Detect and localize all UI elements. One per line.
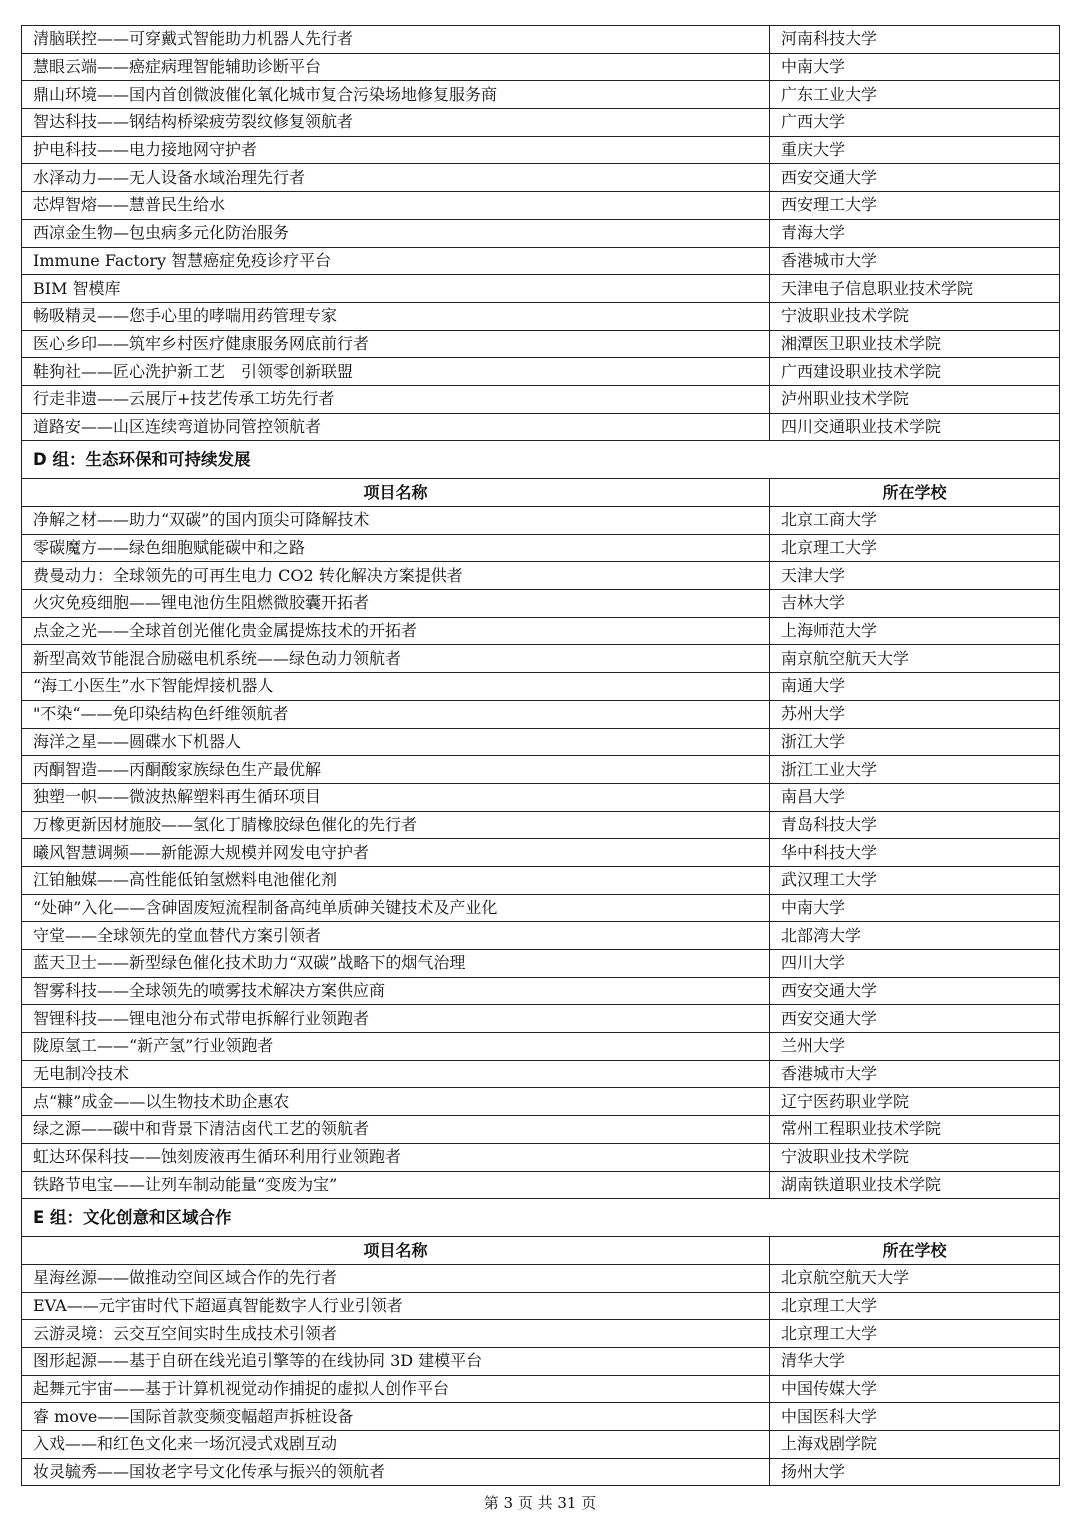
- school-cell: 中国传媒大学: [770, 1375, 1060, 1403]
- table-row: [22, 507, 1060, 535]
- project-name-cell: "不染“——免印染结构色纤维领航者: [22, 700, 770, 728]
- table-header-row: [22, 1237, 1060, 1265]
- table-row: [22, 950, 1060, 978]
- table-row: [22, 590, 1060, 618]
- group-title: D 组：生态环保和可持续发展: [22, 441, 1060, 479]
- table-row: [22, 728, 1060, 756]
- table-row: [22, 645, 1060, 673]
- project-name-cell: BIM 智模库: [22, 275, 770, 303]
- table-row: [22, 275, 1060, 303]
- project-name-cell: 鞋狗社——匠心洗护新工艺 引领零创新联盟: [22, 358, 770, 386]
- table-row: [22, 136, 1060, 164]
- project-name-cell: 医心乡印——筑牢乡村医疗健康服务网底前行者: [22, 330, 770, 358]
- school-cell: 泸州职业技术学院: [770, 385, 1060, 413]
- project-name-cell: EVA——元宇宙时代下超逼真智能数字人行业引领者: [22, 1292, 770, 1320]
- table-row: [22, 783, 1060, 811]
- school-cell: 北京工商大学: [770, 507, 1060, 535]
- table-row: [22, 866, 1060, 894]
- school-cell: 西安交通大学: [770, 977, 1060, 1005]
- school-cell: 武汉理工大学: [770, 866, 1060, 894]
- project-name-cell: 起舞元宇宙——基于计算机视觉动作捕捉的虚拟人创作平台: [22, 1375, 770, 1403]
- project-name-cell: 行走非遗——云展厅+技艺传承工坊先行者: [22, 385, 770, 413]
- school-cell: 南昌大学: [770, 783, 1060, 811]
- table-row: [22, 330, 1060, 358]
- project-name-cell: 江铂触媒——高性能低铂氢燃料电池催化剂: [22, 866, 770, 894]
- project-name-cell: “处砷”入化——含砷固废短流程制备高纯单质砷关键技术及产业化: [22, 894, 770, 922]
- project-name-cell: “海工小医生”水下智能焊接机器人: [22, 673, 770, 701]
- project-name-cell: 点“糠”成金——以生物技术助企惠农: [22, 1088, 770, 1116]
- school-cell: 中国医科大学: [770, 1403, 1060, 1431]
- table-row: [22, 1033, 1060, 1061]
- project-name-cell: 守堂——全球领先的堂血替代方案引领者: [22, 922, 770, 950]
- school-cell: 青岛科技大学: [770, 811, 1060, 839]
- school-cell: 北京航空航天大学: [770, 1264, 1060, 1292]
- school-cell: 南通大学: [770, 673, 1060, 701]
- school-cell: 苏州大学: [770, 700, 1060, 728]
- school-cell: 扬州大学: [770, 1458, 1060, 1486]
- school-cell: 北京理工大学: [770, 1292, 1060, 1320]
- table-row: [22, 1116, 1060, 1144]
- project-name-cell: 智锂科技——锂电池分布式带电拆解行业领跑者: [22, 1005, 770, 1033]
- project-name-cell: 图形起源——基于自研在线光追引擎等的在线协同 3D 建模平台: [22, 1347, 770, 1375]
- project-name-cell: 曦风智慧调频——新能源大规模并网发电守护者: [22, 839, 770, 867]
- project-name-cell: 星海丝源——做推动空间区域合作的先行者: [22, 1264, 770, 1292]
- table-row: [22, 302, 1060, 330]
- table-row: [22, 164, 1060, 192]
- project-name-cell: Immune Factory 智慧癌症免疫诊疗平台: [22, 247, 770, 275]
- table-row: [22, 617, 1060, 645]
- project-name-cell: 西凉金生物—包虫病多元化防治服务: [22, 219, 770, 247]
- project-name-cell: 妆灵毓秀——国妆老字号文化传承与振兴的领航者: [22, 1458, 770, 1486]
- project-name-cell: 清脑联控——可穿戴式智能助力机器人先行者: [22, 26, 770, 54]
- school-cell: 上海师范大学: [770, 617, 1060, 645]
- project-name-cell: 畅吸精灵——您手心里的哮喘用药管理专家: [22, 302, 770, 330]
- school-cell: 常州工程职业技术学院: [770, 1116, 1060, 1144]
- table-row: [22, 81, 1060, 109]
- school-cell: 重庆大学: [770, 136, 1060, 164]
- table-row: [22, 1060, 1060, 1088]
- project-name-cell: 新型高效节能混合励磁电机系统——绿色动力领航者: [22, 645, 770, 673]
- school-cell: 中南大学: [770, 53, 1060, 81]
- school-cell: 香港城市大学: [770, 247, 1060, 275]
- project-name-cell: 独塑一帜——微波热解塑料再生循环项目: [22, 783, 770, 811]
- table-row: [22, 894, 1060, 922]
- school-cell: 湖南铁道职业技术学院: [770, 1171, 1060, 1199]
- table-row: [22, 385, 1060, 413]
- table-row: [22, 922, 1060, 950]
- table-row: [22, 673, 1060, 701]
- table-row: [22, 1264, 1060, 1292]
- column-header-school: 所在学校: [770, 479, 1060, 507]
- table-row: [22, 109, 1060, 137]
- column-header-project: 项目名称: [22, 479, 770, 507]
- project-name-cell: 陇原氢工——“新产氢”行业领跑者: [22, 1033, 770, 1061]
- school-cell: 上海戏剧学院: [770, 1431, 1060, 1459]
- project-name-cell: 护电科技——电力接地网守护者: [22, 136, 770, 164]
- project-name-cell: 蓝天卫士——新型绿色催化技术助力“双碳”战略下的烟气治理: [22, 950, 770, 978]
- project-name-cell: 海洋之星——圆碟水下机器人: [22, 728, 770, 756]
- table-row: [22, 1403, 1060, 1431]
- school-cell: 天津大学: [770, 562, 1060, 590]
- table-row: [22, 1171, 1060, 1199]
- school-cell: 广东工业大学: [770, 81, 1060, 109]
- project-name-cell: 睿 move——国际首款变频变幅超声拆桩设备: [22, 1403, 770, 1431]
- school-cell: 宁波职业技术学院: [770, 302, 1060, 330]
- group-title-row: [22, 1199, 1060, 1237]
- column-header-project: 项目名称: [22, 1237, 770, 1265]
- school-cell: 西安交通大学: [770, 1005, 1060, 1033]
- school-cell: 北京理工大学: [770, 534, 1060, 562]
- project-name-cell: 无电制冷技术: [22, 1060, 770, 1088]
- school-cell: 宁波职业技术学院: [770, 1143, 1060, 1171]
- school-cell: 河南科技大学: [770, 26, 1060, 54]
- table-row: [22, 534, 1060, 562]
- table-row: [22, 1431, 1060, 1459]
- project-name-cell: 芯焊智熔——慧普民生给水: [22, 192, 770, 220]
- project-name-cell: 智达科技——钢结构桥梁疲劳裂纹修复领航者: [22, 109, 770, 137]
- school-cell: 清华大学: [770, 1347, 1060, 1375]
- table-row: [22, 811, 1060, 839]
- table-row: [22, 700, 1060, 728]
- school-cell: 广西大学: [770, 109, 1060, 137]
- project-name-cell: 点金之光——全球首创光催化贵金属提炼技术的开拓者: [22, 617, 770, 645]
- school-cell: 四川大学: [770, 950, 1060, 978]
- project-name-cell: 铁路节电宝——让列车制动能量“变废为宝”: [22, 1171, 770, 1199]
- table-header-row: [22, 479, 1060, 507]
- page-footer: 第 3 页 共 31 页: [483, 1494, 597, 1512]
- column-header-school: 所在学校: [770, 1237, 1060, 1265]
- school-cell: 北部湾大学: [770, 922, 1060, 950]
- table-row: [22, 1375, 1060, 1403]
- school-cell: 兰州大学: [770, 1033, 1060, 1061]
- school-cell: 西安理工大学: [770, 192, 1060, 220]
- school-cell: 青海大学: [770, 219, 1060, 247]
- project-name-cell: 道路安——山区连续弯道协同管控领航者: [22, 413, 770, 441]
- school-cell: 湘潭医卫职业技术学院: [770, 330, 1060, 358]
- project-name-cell: 丙酮智造——丙酮酸家族绿色生产最优解: [22, 756, 770, 784]
- school-cell: 四川交通职业技术学院: [770, 413, 1060, 441]
- project-name-cell: 智雾科技——全球领先的喷雾技术解决方案供应商: [22, 977, 770, 1005]
- school-cell: 辽宁医药职业学院: [770, 1088, 1060, 1116]
- table-row: [22, 413, 1060, 441]
- school-cell: 北京理工大学: [770, 1320, 1060, 1348]
- school-cell: 浙江工业大学: [770, 756, 1060, 784]
- table-row: [22, 53, 1060, 81]
- project-name-cell: 鼎山环境——国内首创微波催化氧化城市复合污染场地修复服务商: [22, 81, 770, 109]
- group-title: E 组：文化创意和区域合作: [22, 1199, 1060, 1237]
- project-name-cell: 零碳魔方——绿色细胞赋能碳中和之路: [22, 534, 770, 562]
- table-row: [22, 839, 1060, 867]
- table-row: [22, 1143, 1060, 1171]
- table-row: [22, 1088, 1060, 1116]
- project-name-cell: 入戏——和红色文化来一场沉浸式戏剧互动: [22, 1431, 770, 1459]
- school-cell: 南京航空航天大学: [770, 645, 1060, 673]
- school-cell: 香港城市大学: [770, 1060, 1060, 1088]
- table-row: [22, 247, 1060, 275]
- school-cell: 西安交通大学: [770, 164, 1060, 192]
- table-row: [22, 192, 1060, 220]
- project-name-cell: 虹达环保科技——蚀刻废液再生循环利用行业领跑者: [22, 1143, 770, 1171]
- project-name-cell: 火灾免疫细胞——锂电池仿生阻燃微胶囊开拓者: [22, 590, 770, 618]
- project-name-cell: 万橡更新因材施胶——氢化丁腈橡胶绿色催化的先行者: [22, 811, 770, 839]
- school-cell: 浙江大学: [770, 728, 1060, 756]
- project-table: [21, 25, 1060, 1486]
- table-row: [22, 358, 1060, 386]
- school-cell: 广西建设职业技术学院: [770, 358, 1060, 386]
- document-page: [21, 25, 1059, 1486]
- project-name-cell: 慧眼云端——癌症病理智能辅助诊断平台: [22, 53, 770, 81]
- table-row: [22, 1458, 1060, 1486]
- table-row: [22, 219, 1060, 247]
- table-row: [22, 756, 1060, 784]
- project-name-cell: 费曼动力：全球领先的可再生电力 CO2 转化解决方案提供者: [22, 562, 770, 590]
- school-cell: 华中科技大学: [770, 839, 1060, 867]
- project-name-cell: 水泽动力——无人设备水域治理先行者: [22, 164, 770, 192]
- table-row: [22, 977, 1060, 1005]
- project-name-cell: 绿之源——碳中和背景下清洁卤代工艺的领航者: [22, 1116, 770, 1144]
- group-title-row: [22, 441, 1060, 479]
- table-row: [22, 1347, 1060, 1375]
- project-table-body: [22, 26, 1060, 1486]
- school-cell: 吉林大学: [770, 590, 1060, 618]
- table-row: [22, 562, 1060, 590]
- project-name-cell: 净解之材——助力“双碳”的国内顶尖可降解技术: [22, 507, 770, 535]
- table-row: [22, 1320, 1060, 1348]
- school-cell: 中南大学: [770, 894, 1060, 922]
- school-cell: 天津电子信息职业技术学院: [770, 275, 1060, 303]
- table-row: [22, 1292, 1060, 1320]
- project-name-cell: 云游灵境：云交互空间实时生成技术引领者: [22, 1320, 770, 1348]
- table-row: [22, 1005, 1060, 1033]
- table-row: [22, 26, 1060, 54]
